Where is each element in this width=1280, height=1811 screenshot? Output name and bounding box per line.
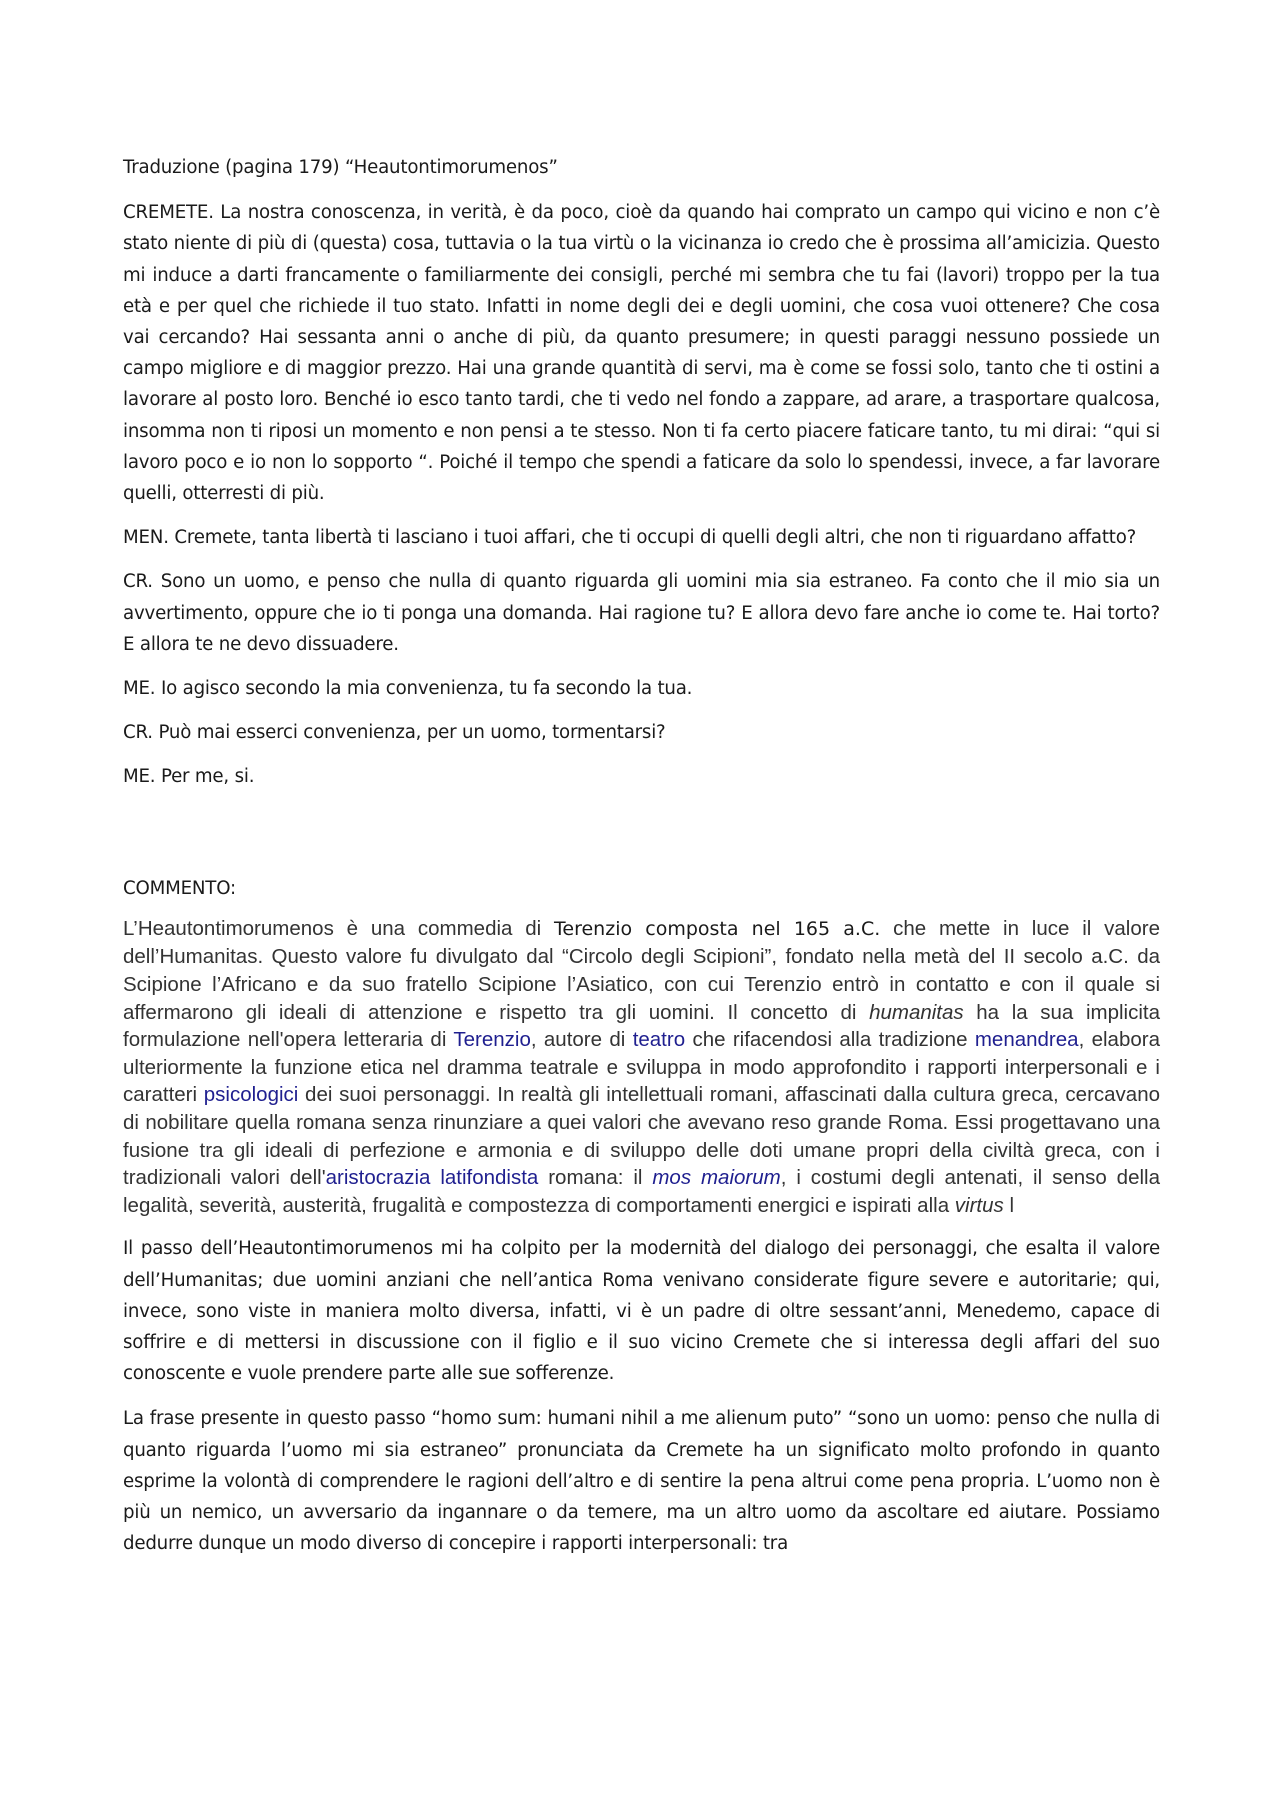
- dialogue-paragraph-me: ME. Io agisco secondo la mia convenienza, tu fa secondo la tua.: [123, 678, 693, 700]
- commento-text: ha la sua implicita formulazione nell'opera letteraria di: [123, 1000, 1161, 1052]
- link-terenzio[interactable]: Terenzio: [453, 1028, 531, 1052]
- dialogue-paragraph-me-final: ME. Per me, si.: [123, 766, 255, 788]
- link-aristocrazia-latifondista[interactable]: aristocrazia latifondista: [325, 1166, 539, 1190]
- commento-heading: COMMENTO:: [123, 877, 236, 899]
- dialogue-paragraph-cremete: CREMETE. La nostra conoscenza, in verità, è da poco, cioè da quando hai comprato un campo qui vicino e non c’è stato niente di più di (questa) cosa, tuttavia o la tua virtù o la vicinanza io credo che è prossima all’amicizia. Questo mi induce a darti francamente o familiarmente dei consigli, perché mi sembra che tu fai (lavori) troppo per la tua età e per quel che richiede il tuo stato. Infatti in nome degli dei e degli uomini, che cosa vuoi ottenere? Che cosa vai cercando? Hai sessanta anni o anche di più, da quanto presumere; in questi paraggi nessuno possiede un campo migliore e di maggior prezzo. Hai una grande quantità di servi, ma è come se fossi solo, tanto che ti ostini a lavorare al posto loro. Benché io esco tanto tardi, che ti vedo nel fondo a zappare, ad arare, a trasportare qualcosa, insomma non ti riposi un momento e non pensi a te stesso. Non ti fa certo piacere faticare tanto, tu mi dirai: “qui si lavoro poco e io non lo sopporto “. Poiché il tempo che spendi a faticare da solo lo spendessi, invece, a far lavorare quelli, otterresti di più.: [123, 202, 1160, 505]
- commento-italic: virtus: [954, 1193, 1004, 1217]
- commento-text: , elabora ulteriormente la funzione etica nel dramma teatrale e sviluppa in modo approfondito i rapporti interpersonali e i caratteri: [123, 1028, 1160, 1107]
- dialogue-paragraph-cr: CR. Può mai esserci convenienza, per un uomo, tormentarsi?: [123, 722, 666, 744]
- link-menandrea[interactable]: menandrea: [974, 1028, 1079, 1052]
- link-mos-maiorum[interactable]: mos maiorum: [652, 1166, 781, 1190]
- commento-text: che mette in luce il valore dell’Humanitas. Questo valore fu divulgato dal “Circolo degli Scipioni”, fondato nella metà del II secolo a.C. da Scipione l’Africano e da suo fratello Scipione l’Asiatico, con cui Terenzio entrò in contatto e con il quale si affermarono gli ideali di attenzione e rispetto tra gli uomini. Il concetto di: [123, 916, 1160, 1024]
- commento-text: , autore di: [530, 1028, 633, 1052]
- commento-text: l: [1003, 1193, 1015, 1217]
- commento-paragraph-3: La frase presente in questo passo “homo sum: humani nihil a me alienum puto” “sono un uomo: penso che nulla di quanto riguarda l’uomo mi sia estraneo” pronunciata da Cremete ha un significato molto profondo in quanto esprime la volontà di comprendere le ragioni dell’altro e di sentire la pena altrui come pena propria. L’uomo non è più un nemico, un avversario da ingannare o da temere, ma un altro uomo da ascoltare ed aiutare. Possiamo dedurre dunque un modo diverso di concepire i rapporti interpersonali: tra: [123, 1408, 1160, 1555]
- document-page: [123, 152, 1160, 1559]
- link-psicologici[interactable]: psicologici: [203, 1083, 299, 1107]
- commento-text: , i costumi degli antenati, il senso della legalità, severità, austerità, frugalità e compostezza di comportamenti energici e ispirati alla: [123, 1166, 1160, 1217]
- commento-text: romana: il: [538, 1166, 653, 1190]
- page-title: Traduzione (pagina 179) “Heautontimorumenos”: [123, 157, 558, 178]
- section-spacer: [123, 793, 1160, 873]
- dialogue-paragraph-menedemo: MEN. Cremete, tanta libertà ti lasciano i tuoi affari, che ti occupi di quelli degli altri, che non ti riguardano affatto?: [123, 527, 1137, 549]
- commento-text: dei suoi personaggi. In realtà gli intellettuali romani, affascinati dalla cultura greca, cercavano di nobilitare quella romana senza rinunziare a quei valori che avevano reso grande Roma. Essi progettavano una fusione tra gli ideali di perfezione e armonia e di sviluppo delle doti umane propri della civiltà greca, con i tradizionali valori dell': [123, 1083, 1161, 1190]
- link-teatro[interactable]: teatro: [632, 1028, 686, 1052]
- commento-text: che rifacendosi alla tradizione: [685, 1028, 975, 1052]
- commento-paragraph-2: Il passo dell’Heautontimorumenos mi ha colpito per la modernità del dialogo dei personaggi, che esalta il valore dell’Humanitas; due uomini anziani che nell’antica Roma venivano considerate figure severe e autoritarie; qui, invece, sono viste in maniera molto diversa, infatti, vi è un padre di oltre sessant’anni, Menedemo, capace di soffrire e di mettersi in discussione con il figlio e il suo vicino Cremete che si interessa degli affari del suo conoscente e vuole prendere parte alle sue sofferenze.: [123, 1238, 1160, 1385]
- dialogue-paragraph-cremete-reply: CR. Sono un uomo, e penso che nulla di quanto riguarda gli uomini mia sia estraneo. Fa conto che il mio sia un avvertimento, oppure che io ti ponga una domanda. Hai ragione tu? E allora devo fare anche io come te. Hai torto? E allora te ne devo dissuadere.: [123, 571, 1160, 655]
- commento-text: L’Heautontimorumenos è una commedia di: [123, 916, 555, 940]
- commento-paragraph-1: [123, 915, 1160, 1220]
- commento-italic: humanitas: [869, 1000, 964, 1024]
- commento-text-emphasis: Terenzio composta nel 165 a.C.: [554, 917, 881, 940]
